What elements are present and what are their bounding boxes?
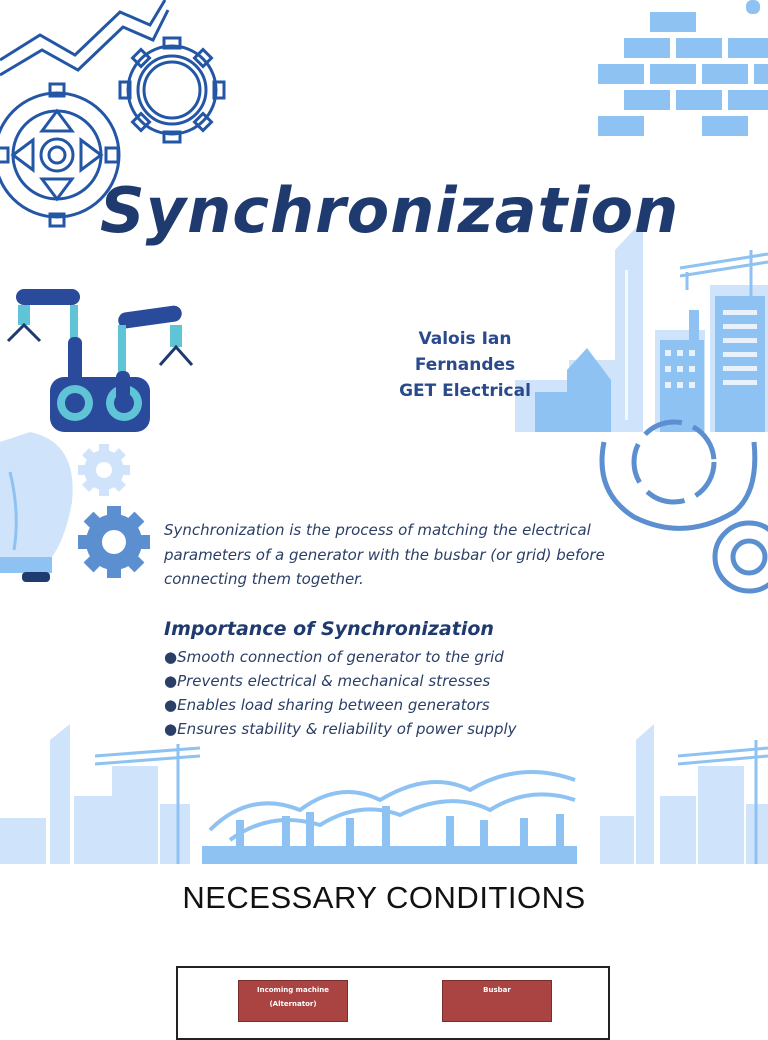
slide-title: Synchronization	[100, 174, 680, 247]
section-heading-importance: Importance of Synchronization	[164, 618, 494, 640]
author-name-last: Fernandes	[414, 355, 516, 375]
conditions-title: NECESSARY CONDITIONS	[182, 880, 586, 915]
busbar-box	[442, 980, 552, 1022]
industrial-skyline-illustration	[0, 720, 768, 868]
brick-wall-illustration	[596, 0, 768, 140]
title-slide	[0, 0, 768, 432]
alternator-label: (Alternator)	[269, 1000, 317, 1008]
robot-arm-left-icon	[8, 289, 150, 432]
small-gear-icon	[120, 38, 224, 142]
incoming-machine-box	[238, 980, 348, 1022]
definition-paragraph: Synchronization is the process of matching the electrical parameters of a generator with the busbar (or grid) before connecting them together.	[164, 521, 605, 588]
list-item: ●Prevents electrical & mechanical stresses	[164, 672, 491, 690]
synchronization-diagram	[176, 966, 610, 1040]
list-item: ●Ensures stability & reliability of power supply	[164, 720, 517, 738]
robot-arm-right-icon	[116, 305, 192, 401]
incoming-machine-label: Incoming machine	[257, 986, 329, 994]
busbar-label: Busbar	[483, 986, 511, 994]
list-item: ●Smooth connection of generator to the grid	[164, 648, 504, 666]
author-role: GET Electrical	[399, 381, 531, 401]
small-gears-icon	[74, 442, 158, 592]
list-item: ●Enables load sharing between generators	[164, 696, 490, 714]
author-name-first: Valois Ian	[418, 329, 512, 349]
light-bulb-icon	[0, 432, 80, 592]
author-block	[380, 326, 550, 404]
robot-arms-illustration	[0, 285, 200, 432]
